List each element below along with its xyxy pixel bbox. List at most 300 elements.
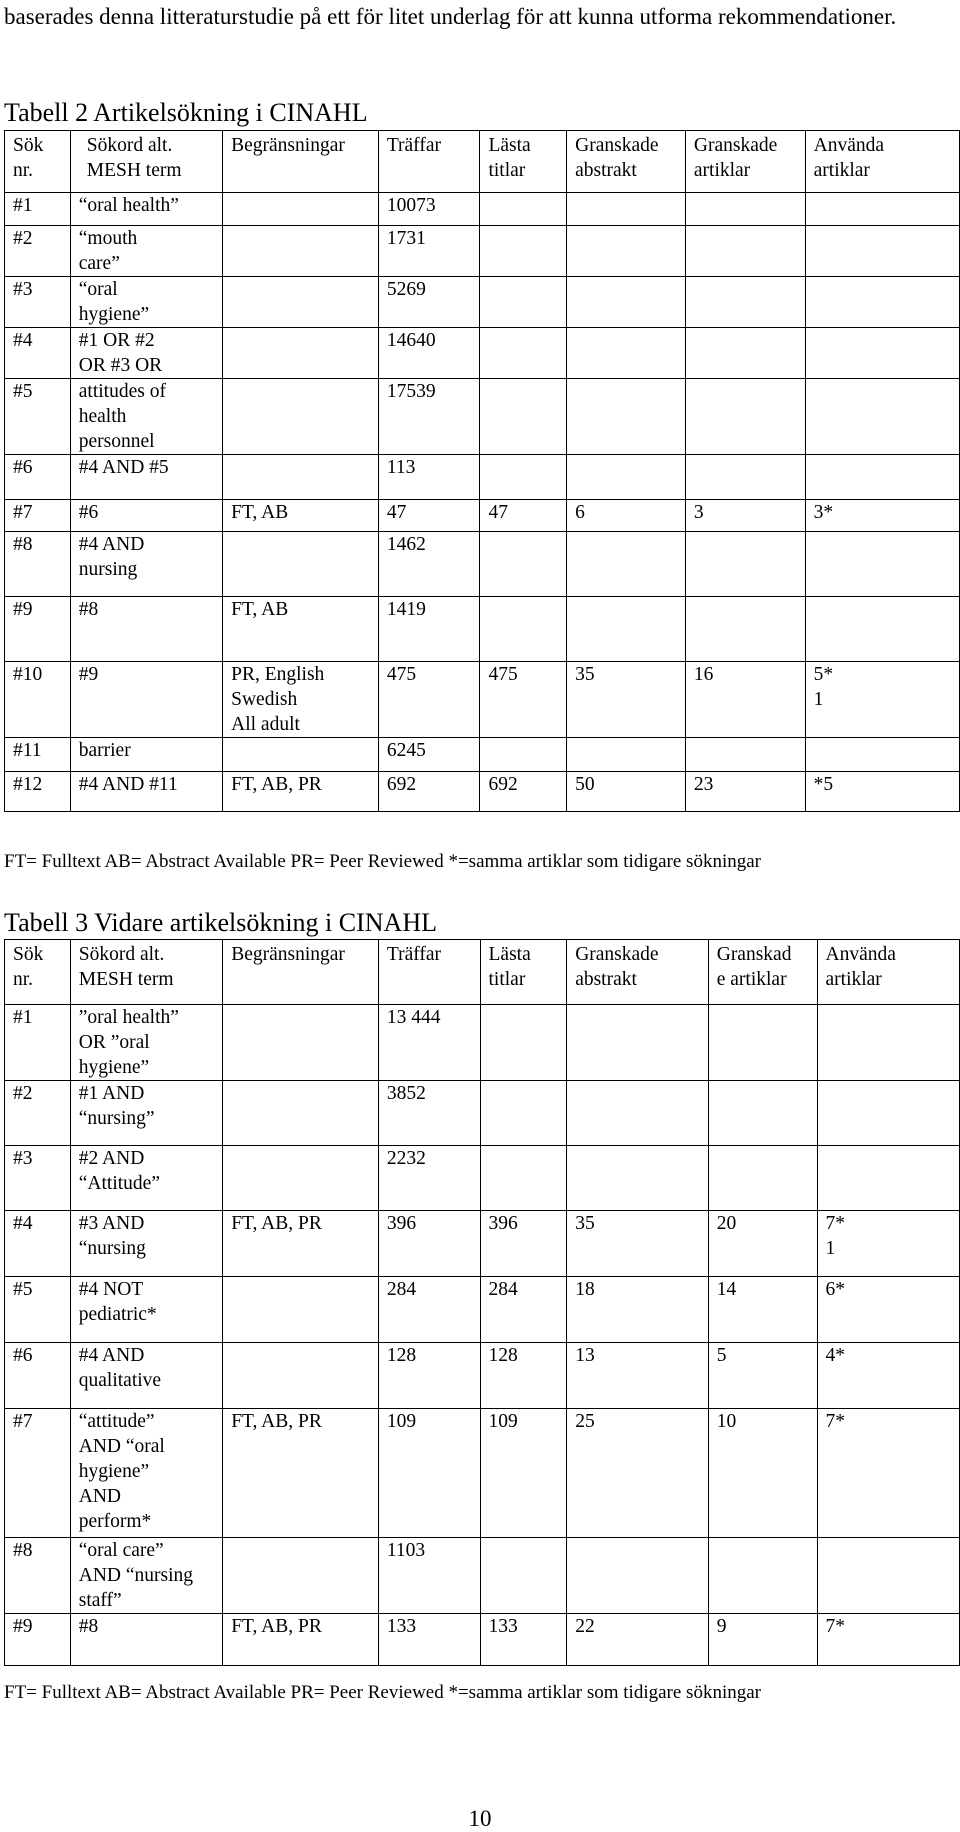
table2-cell-text: 5* 1: [813, 664, 834, 710]
table3-cell: [480, 1277, 567, 1343]
table2-cell: [567, 379, 686, 455]
table2-cell: [5, 662, 71, 738]
table2-cell: [223, 455, 379, 500]
table3-cell: [70, 1409, 222, 1538]
table2-cell-text: 6245: [386, 740, 426, 761]
table3-row: [5, 1081, 960, 1146]
table2-cell: [223, 379, 379, 455]
table3-header-row: [5, 940, 960, 1005]
table2-header-text: Använda artiklar: [813, 135, 885, 181]
table2-cell: [5, 226, 71, 277]
table2-row: [5, 738, 960, 772]
table3-cell-text: “oral care” AND “nursing staff”: [78, 1540, 194, 1611]
table3-row: [5, 1005, 960, 1081]
table2-cell: [567, 328, 686, 379]
table2-cell-text: 35: [575, 664, 595, 685]
table2-header-text: Lästa titlar: [488, 135, 531, 181]
table3-cell-text: 13 444: [386, 1007, 441, 1028]
table3-cell: [378, 1409, 480, 1538]
table2-cell: [223, 226, 379, 277]
table3-header-cell: [567, 940, 709, 1005]
table3-cell-text: #1 AND “nursing”: [78, 1083, 155, 1129]
table3-cell: [223, 1343, 379, 1409]
table2-header-cell: [70, 131, 222, 193]
table2-cell: [5, 379, 71, 455]
table2-cell: [70, 193, 222, 226]
table3-cell: [70, 1211, 222, 1277]
table2-cell: [378, 328, 480, 379]
table3-cell: [480, 1409, 567, 1538]
table3-cell: [817, 1146, 960, 1211]
table2-cell: [223, 597, 379, 662]
table2-cell: [567, 193, 686, 226]
table2-cell: [378, 226, 480, 277]
table2-row: [5, 277, 960, 328]
table2-cell: [378, 277, 480, 328]
table3-cell: [5, 1538, 71, 1614]
table2-cell-text: 6: [575, 502, 585, 523]
table2-cell-text: attitudes of health personnel: [78, 381, 166, 452]
table3-cell: [817, 1005, 960, 1081]
table3-row: [5, 1409, 960, 1538]
table2-header-row: [5, 131, 960, 193]
table3-row: [5, 1538, 960, 1614]
table3-cell-text: 109: [386, 1411, 417, 1432]
table2-cell: [378, 597, 480, 662]
table3-cell-text: 396: [488, 1213, 518, 1234]
table2-cell-text: #4 AND nursing: [78, 534, 145, 580]
table2-cell: [223, 772, 379, 812]
table2-cell-text: #4: [13, 330, 33, 351]
table2-cell: [378, 379, 480, 455]
table3-cell: [817, 1409, 960, 1538]
table3-cell: [708, 1211, 817, 1277]
table3-cell-text: 5: [716, 1345, 727, 1366]
table3-cell-text: FT, AB, PR: [231, 1411, 322, 1432]
table2-header-text: Granskade artiklar: [693, 135, 778, 181]
table2-cell: [480, 772, 567, 812]
table2-cell: [685, 772, 805, 812]
table3-cell-text: ”oral health” OR ”oral hygiene”: [78, 1007, 179, 1078]
table2-cell-text: #5: [13, 381, 33, 402]
table2-header-cell: [223, 131, 379, 193]
table2-cell-text: 16: [693, 664, 714, 685]
table2-cell: [480, 193, 567, 226]
table3-cell: [567, 1277, 709, 1343]
table3-cell-text: #8: [13, 1540, 33, 1561]
table2-header-cell: [805, 131, 959, 193]
table2-cell: [223, 500, 379, 532]
table3-header-cell: [480, 940, 567, 1005]
table3-cell: [70, 1146, 222, 1211]
table2-cell-text: #6: [13, 457, 33, 478]
table2-cell-text: barrier: [78, 740, 131, 761]
table2-header-cell: [378, 131, 480, 193]
table3-cell: [70, 1277, 222, 1343]
table3-cell-text: FT, AB, PR: [231, 1616, 322, 1637]
table3-cell: [480, 1146, 567, 1211]
table2-cell: [5, 597, 71, 662]
table2-cell: [5, 738, 71, 772]
table2-cell: [378, 738, 480, 772]
table3-cell: [70, 1005, 222, 1081]
table2-header-text: Begränsningar: [231, 135, 345, 156]
table2-cell: [480, 379, 567, 455]
table3-row: [5, 1614, 960, 1666]
table2-header-cell: [5, 131, 71, 193]
table2-cell-text: #6: [78, 502, 99, 523]
table3-cell: [223, 1409, 379, 1538]
table3-cell-text: 13: [575, 1345, 595, 1366]
table3-row: [5, 1146, 960, 1211]
table3-cell: [708, 1081, 817, 1146]
table3-cell: [5, 1081, 71, 1146]
table2-row: [5, 500, 960, 532]
table2-cell-text: #2: [13, 228, 33, 249]
table2-row: [5, 455, 960, 500]
table2-cell: [480, 738, 567, 772]
table3-cell-text: 14: [716, 1279, 737, 1300]
table2-cell: [70, 500, 222, 532]
table3-cell-text: 284: [386, 1279, 417, 1300]
table2-cell: [805, 597, 959, 662]
table3-cell-text: #3 AND “nursing: [78, 1213, 146, 1259]
table3-cell: [70, 1538, 222, 1614]
table3-cell: [817, 1343, 960, 1409]
table2-cell-text: 5269: [386, 279, 426, 300]
table3-cell-text: #5: [13, 1279, 33, 1300]
table3-cell-text: #6: [13, 1345, 33, 1366]
table3-cell-text: 2232: [386, 1148, 426, 1169]
table2-cell: [378, 455, 480, 500]
table3-cell: [70, 1343, 222, 1409]
table3-cell: [5, 1614, 71, 1666]
table2-cell: [685, 277, 805, 328]
table2-cell-text: 692: [386, 774, 417, 795]
table2-cell: [685, 738, 805, 772]
table3-cell-text: 6*: [825, 1279, 845, 1300]
table3-cell: [567, 1146, 709, 1211]
table3-cell: [480, 1614, 567, 1666]
table3-header-text: Granskad e artiklar: [716, 944, 792, 990]
table2-cell: [223, 193, 379, 226]
page-number: 10: [468, 1806, 492, 1831]
table2-cell: [567, 738, 686, 772]
table2-cell: [5, 532, 71, 597]
table2-cell-text: 23: [693, 774, 714, 795]
table3-cell: [223, 1005, 379, 1081]
table2-row: [5, 193, 960, 226]
table2-cell: [685, 662, 805, 738]
table2-cell: [70, 455, 222, 500]
table3-cell-text: 396: [386, 1213, 417, 1234]
table2-cell-text: 14640: [386, 330, 436, 351]
table3-cell: [708, 1409, 817, 1538]
table3: [4, 939, 960, 1666]
table3-cell-text: #3: [13, 1148, 33, 1169]
table2-row: [5, 597, 960, 662]
table2-cell: [805, 455, 959, 500]
table2-cell-text: *5: [813, 774, 834, 795]
table2-cell-text: PR, English Swedish All adult: [231, 664, 325, 735]
table3-cell-text: #4 AND qualitative: [78, 1345, 162, 1391]
table3-cell: [817, 1081, 960, 1146]
table2-cell-text: #8: [78, 599, 99, 620]
table2-cell: [5, 772, 71, 812]
table2-cell: [223, 532, 379, 597]
table2-cell: [685, 226, 805, 277]
table3-cell: [817, 1211, 960, 1277]
table2-cell: [378, 193, 480, 226]
table2-header-text: Sök nr.: [13, 135, 44, 181]
table2-cell-text: #1: [13, 195, 33, 216]
intro-paragraph: baserades denna litteraturstudie på ett för litet underlag för att kunna utforma rekommendationer.: [4, 4, 897, 29]
table2-cell: [480, 662, 567, 738]
table3-cell-text: #4 NOT pediatric*: [78, 1279, 157, 1325]
table2-cell: [70, 738, 222, 772]
table2-header-cell: [480, 131, 567, 193]
table2-cell: [480, 455, 567, 500]
table3-cell-text: 20: [716, 1213, 737, 1234]
table2-cell-text: #12: [13, 774, 43, 795]
table3-cell: [567, 1538, 709, 1614]
table2-cell-text: 17539: [386, 381, 436, 402]
table3-cell: [5, 1146, 71, 1211]
table2-cell: [805, 277, 959, 328]
table3-row: [5, 1343, 960, 1409]
table3-cell: [708, 1614, 817, 1666]
table2-cell: [567, 226, 686, 277]
table2-cell: [685, 500, 805, 532]
table2-cell: [805, 193, 959, 226]
table3-cell: [70, 1614, 222, 1666]
table3-cell-text: 7* 1: [825, 1213, 845, 1259]
table2-cell: [567, 500, 686, 532]
table3-header-text: Använda artiklar: [825, 944, 896, 990]
table3-cell: [480, 1538, 567, 1614]
table2-cell-text: #4 AND #5: [78, 457, 169, 478]
table2-cell: [5, 277, 71, 328]
table3-header-cell: [817, 940, 960, 1005]
table2-cell-text: 113: [386, 457, 416, 478]
table2-cell: [480, 226, 567, 277]
table2-cell-text: #9: [78, 664, 99, 685]
table3-cell: [223, 1277, 379, 1343]
table3-cell: [708, 1538, 817, 1614]
table3-header-cell: [5, 940, 71, 1005]
table2-cell: [567, 455, 686, 500]
table2-cell-text: #3: [13, 279, 33, 300]
table3-cell-text: #1: [13, 1007, 33, 1028]
table3-header-text: Lästa titlar: [488, 944, 531, 990]
table2-cell: [685, 597, 805, 662]
table2-cell: [378, 532, 480, 597]
table3-cell-text: 22: [575, 1616, 595, 1637]
table3-cell-text: 7*: [825, 1616, 845, 1637]
table3-row: [5, 1211, 960, 1277]
table3-cell-text: 18: [575, 1279, 595, 1300]
table3-cell: [223, 1614, 379, 1666]
table2-cell-text: 1419: [386, 599, 426, 620]
table3-cell: [223, 1081, 379, 1146]
table2-cell: [5, 328, 71, 379]
table3-cell-text: 128: [386, 1345, 417, 1366]
table2-cell-text: #1 OR #2 OR #3 OR: [78, 330, 163, 376]
table3-cell: [378, 1538, 480, 1614]
table2-header-cell: [567, 131, 686, 193]
table2-header-text: Träffar: [386, 135, 441, 156]
table2-row: [5, 662, 960, 738]
table2-cell: [567, 662, 686, 738]
table2-cell: [70, 532, 222, 597]
table3-cell: [223, 1538, 379, 1614]
table3-cell: [378, 1614, 480, 1666]
table3-cell: [480, 1343, 567, 1409]
table2-cell: [805, 772, 959, 812]
table2-cell: [805, 328, 959, 379]
table2-cell: [223, 738, 379, 772]
table3-cell-text: 7*: [825, 1411, 845, 1432]
table3-cell: [378, 1343, 480, 1409]
table3-header-text: Träffar: [386, 944, 442, 965]
table3-cell: [708, 1343, 817, 1409]
table3-cell: [5, 1409, 71, 1538]
table2-cell: [805, 662, 959, 738]
table2-cell: [223, 328, 379, 379]
table3-header-text: Sökord alt. MESH term: [78, 944, 174, 990]
table3-cell: [817, 1614, 960, 1666]
table3-header-text: Sök nr.: [13, 944, 44, 990]
table2-cell-text: 1731: [386, 228, 426, 249]
table3-cell-text: #2: [13, 1083, 33, 1104]
table2-cell: [567, 532, 686, 597]
table2-caption: Tabell 2 Artikelsökning i CINAHL: [4, 98, 368, 127]
table3-cell: [480, 1211, 567, 1277]
table2-cell: [685, 328, 805, 379]
table3-cell-text: 35: [575, 1213, 595, 1234]
table2-cell: [685, 455, 805, 500]
table2-cell: [378, 662, 480, 738]
table3-cell-text: #7: [13, 1411, 33, 1432]
table3-cell: [378, 1277, 480, 1343]
table3-cell: [567, 1081, 709, 1146]
table2-header-text: Sökord alt. MESH term: [86, 135, 182, 181]
table2-cell-text: 50: [575, 774, 595, 795]
table3-cell-text: #2 AND “Attitude”: [78, 1148, 160, 1194]
table2-footnote: FT= Fulltext AB= Abstract Available PR= Peer Reviewed *=samma artiklar som tidigare sökningar: [4, 851, 761, 872]
table2-cell-text: “oral hygiene”: [78, 279, 150, 325]
table3-cell-text: 3852: [386, 1083, 426, 1104]
table2-cell: [5, 193, 71, 226]
table3-cell-text: “attitude” AND “oral hygiene” AND perform*: [78, 1411, 165, 1532]
table3-row: [5, 1277, 960, 1343]
table3-cell: [708, 1005, 817, 1081]
table2-row: [5, 379, 960, 455]
table3-cell: [5, 1005, 71, 1081]
table2-cell: [805, 500, 959, 532]
table3-header-text: Begränsningar: [231, 944, 345, 965]
table2-cell: [70, 597, 222, 662]
table2-cell-text: #11: [13, 740, 42, 761]
table2-cell: [685, 379, 805, 455]
table3-cell: [223, 1146, 379, 1211]
table3-cell: [817, 1277, 960, 1343]
table3-cell: [5, 1277, 71, 1343]
table2-cell: [480, 532, 567, 597]
table2-cell: [70, 379, 222, 455]
table3-header-cell: [223, 940, 379, 1005]
table3-cell-text: #9: [13, 1616, 33, 1637]
table2-cell: [70, 772, 222, 812]
table2-cell-text: 1462: [386, 534, 426, 555]
table2-cell-text: #4 AND #11: [78, 774, 178, 795]
table2-cell: [223, 277, 379, 328]
table3-cell: [567, 1343, 709, 1409]
table3-cell-text: 4*: [825, 1345, 845, 1366]
table3-cell: [378, 1146, 480, 1211]
table2-cell: [223, 662, 379, 738]
table3-cell-text: FT, AB, PR: [231, 1213, 322, 1234]
table3-cell-text: 133: [488, 1616, 518, 1637]
table3-cell: [567, 1005, 709, 1081]
table2-cell: [480, 328, 567, 379]
table2-cell: [685, 193, 805, 226]
table3-cell-text: 128: [488, 1345, 518, 1366]
table3-header-cell: [378, 940, 480, 1005]
table3-cell: [70, 1081, 222, 1146]
table3-cell: [567, 1211, 709, 1277]
table2-cell-text: FT, AB, PR: [231, 774, 322, 795]
table2-cell: [567, 597, 686, 662]
table2-row: [5, 328, 960, 379]
table3-header-text: Granskade abstrakt: [575, 944, 659, 990]
table3-cell-text: 9: [716, 1616, 727, 1637]
table3-cell-text: #4: [13, 1213, 33, 1234]
table2-cell: [5, 455, 71, 500]
table3-footnote: FT= Fulltext AB= Abstract Available PR= Peer Reviewed *=samma artiklar som tidigare sökningar: [4, 1682, 761, 1703]
table3-cell: [708, 1277, 817, 1343]
table2-cell-text: FT, AB: [231, 502, 289, 523]
table2-cell: [480, 597, 567, 662]
table3-cell-text: 10: [716, 1411, 737, 1432]
table2-cell-text: 475: [488, 664, 518, 685]
table3-cell-text: #8: [78, 1616, 99, 1637]
table2-cell-text: 3: [693, 502, 704, 523]
table2-row: [5, 532, 960, 597]
table3-header-cell: [708, 940, 817, 1005]
table2-cell-text: “oral health”: [78, 195, 179, 216]
table3-cell: [480, 1081, 567, 1146]
table2-row: [5, 226, 960, 277]
table2-cell: [70, 328, 222, 379]
table2-cell: [685, 532, 805, 597]
table2-cell: [567, 772, 686, 812]
table3-cell-text: 1103: [386, 1540, 426, 1561]
table3-cell: [708, 1146, 817, 1211]
table3-cell-text: 25: [575, 1411, 595, 1432]
table2-cell: [805, 738, 959, 772]
table3-cell-text: 284: [488, 1279, 518, 1300]
table2: [4, 130, 960, 812]
table2-cell-text: #8: [13, 534, 33, 555]
table3-caption: Tabell 3 Vidare artikelsökning i CINAHL: [4, 908, 437, 937]
table2-cell: [70, 226, 222, 277]
table2-cell: [378, 500, 480, 532]
table3-cell-text: 133: [386, 1616, 417, 1637]
table2-cell: [567, 277, 686, 328]
table3-cell: [480, 1005, 567, 1081]
table3-cell: [567, 1614, 709, 1666]
